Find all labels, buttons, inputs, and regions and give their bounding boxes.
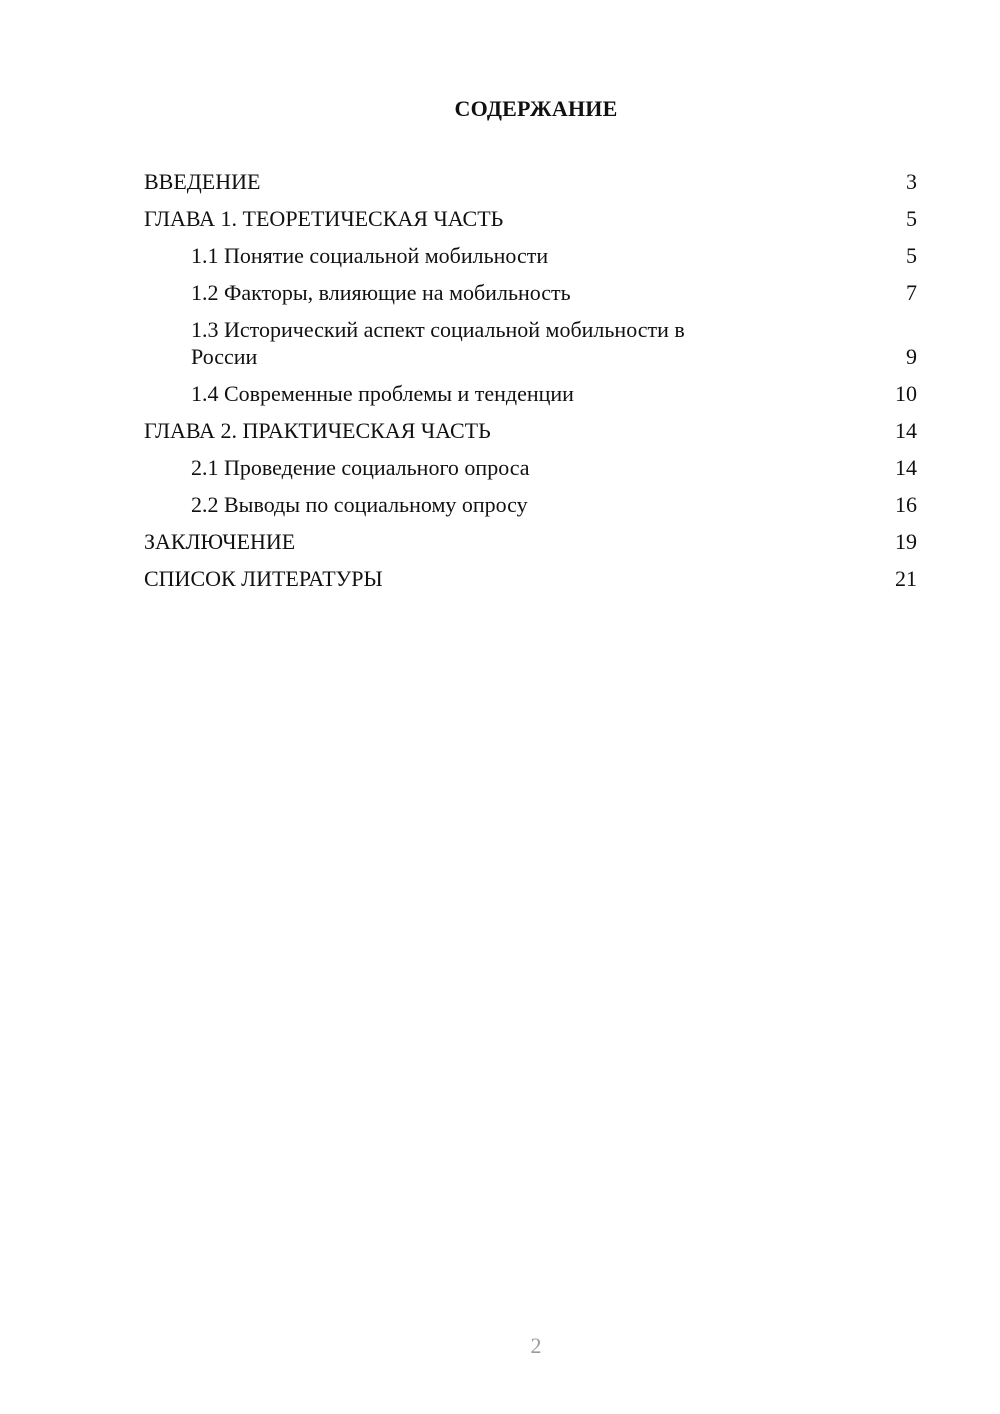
toc-entry-conclusion: [144, 528, 920, 555]
toc-entry-section-2-2: [144, 491, 920, 518]
toc-entry-title: ЗАКЛЮЧЕНИЕ: [144, 529, 296, 554]
page-number: 2: [530, 1333, 542, 1358]
toc-entry-section-1-1: [144, 242, 920, 269]
toc-entry-page: 14: [895, 418, 917, 443]
toc-entry-page: 3: [906, 169, 917, 194]
toc-entry-references: [144, 565, 920, 592]
toc-entry-page: 16: [895, 492, 917, 517]
toc-entry-page: 19: [895, 529, 917, 554]
toc-entry-title: 1.1 Понятие социальной мобильности: [191, 243, 549, 268]
toc-entry-chapter-2: [144, 417, 920, 444]
toc-entry-chapter-1: [144, 205, 920, 232]
toc-entry-page: 10: [895, 381, 917, 406]
toc-entry-title: 1.4 Современные проблемы и тенденции: [191, 381, 574, 406]
toc-entry-section-1-2: [144, 279, 920, 306]
toc-entry-title: ВВЕДЕНИЕ: [144, 169, 261, 194]
toc-entry-section-1-3: [144, 316, 920, 370]
table-of-contents: [144, 168, 920, 602]
toc-entry-page: 9: [906, 344, 917, 369]
toc-entry-title: СПИСОК ЛИТЕРАТУРЫ: [144, 566, 383, 591]
toc-entry-title: ГЛАВА 1. ТЕОРЕТИЧЕСКАЯ ЧАСТЬ: [144, 206, 504, 231]
toc-entry-page: 5: [906, 206, 917, 231]
toc-entry-section-2-1: [144, 454, 920, 481]
toc-entry-title: ГЛАВА 2. ПРАКТИЧЕСКАЯ ЧАСТЬ: [144, 418, 491, 443]
toc-entry-page: 7: [906, 280, 917, 305]
toc-entry-title: 2.2 Выводы по социальному опросу: [191, 492, 528, 517]
toc-entry-section-1-4: [144, 380, 920, 407]
page-title: СОДЕРЖАНИЕ: [454, 96, 618, 121]
toc-entry-page: 14: [895, 455, 917, 480]
toc-entry-title: 1.2 Факторы, влияющие на мобильность: [191, 280, 571, 305]
toc-entry-title: 2.1 Проведение социального опроса: [191, 455, 530, 480]
toc-entry-page: 5: [906, 243, 917, 268]
toc-entry-title: 1.3 Исторический аспект социальной мобильности в России: [191, 317, 685, 369]
toc-entry-page: 21: [895, 566, 917, 591]
toc-entry-introduction: [144, 168, 920, 195]
